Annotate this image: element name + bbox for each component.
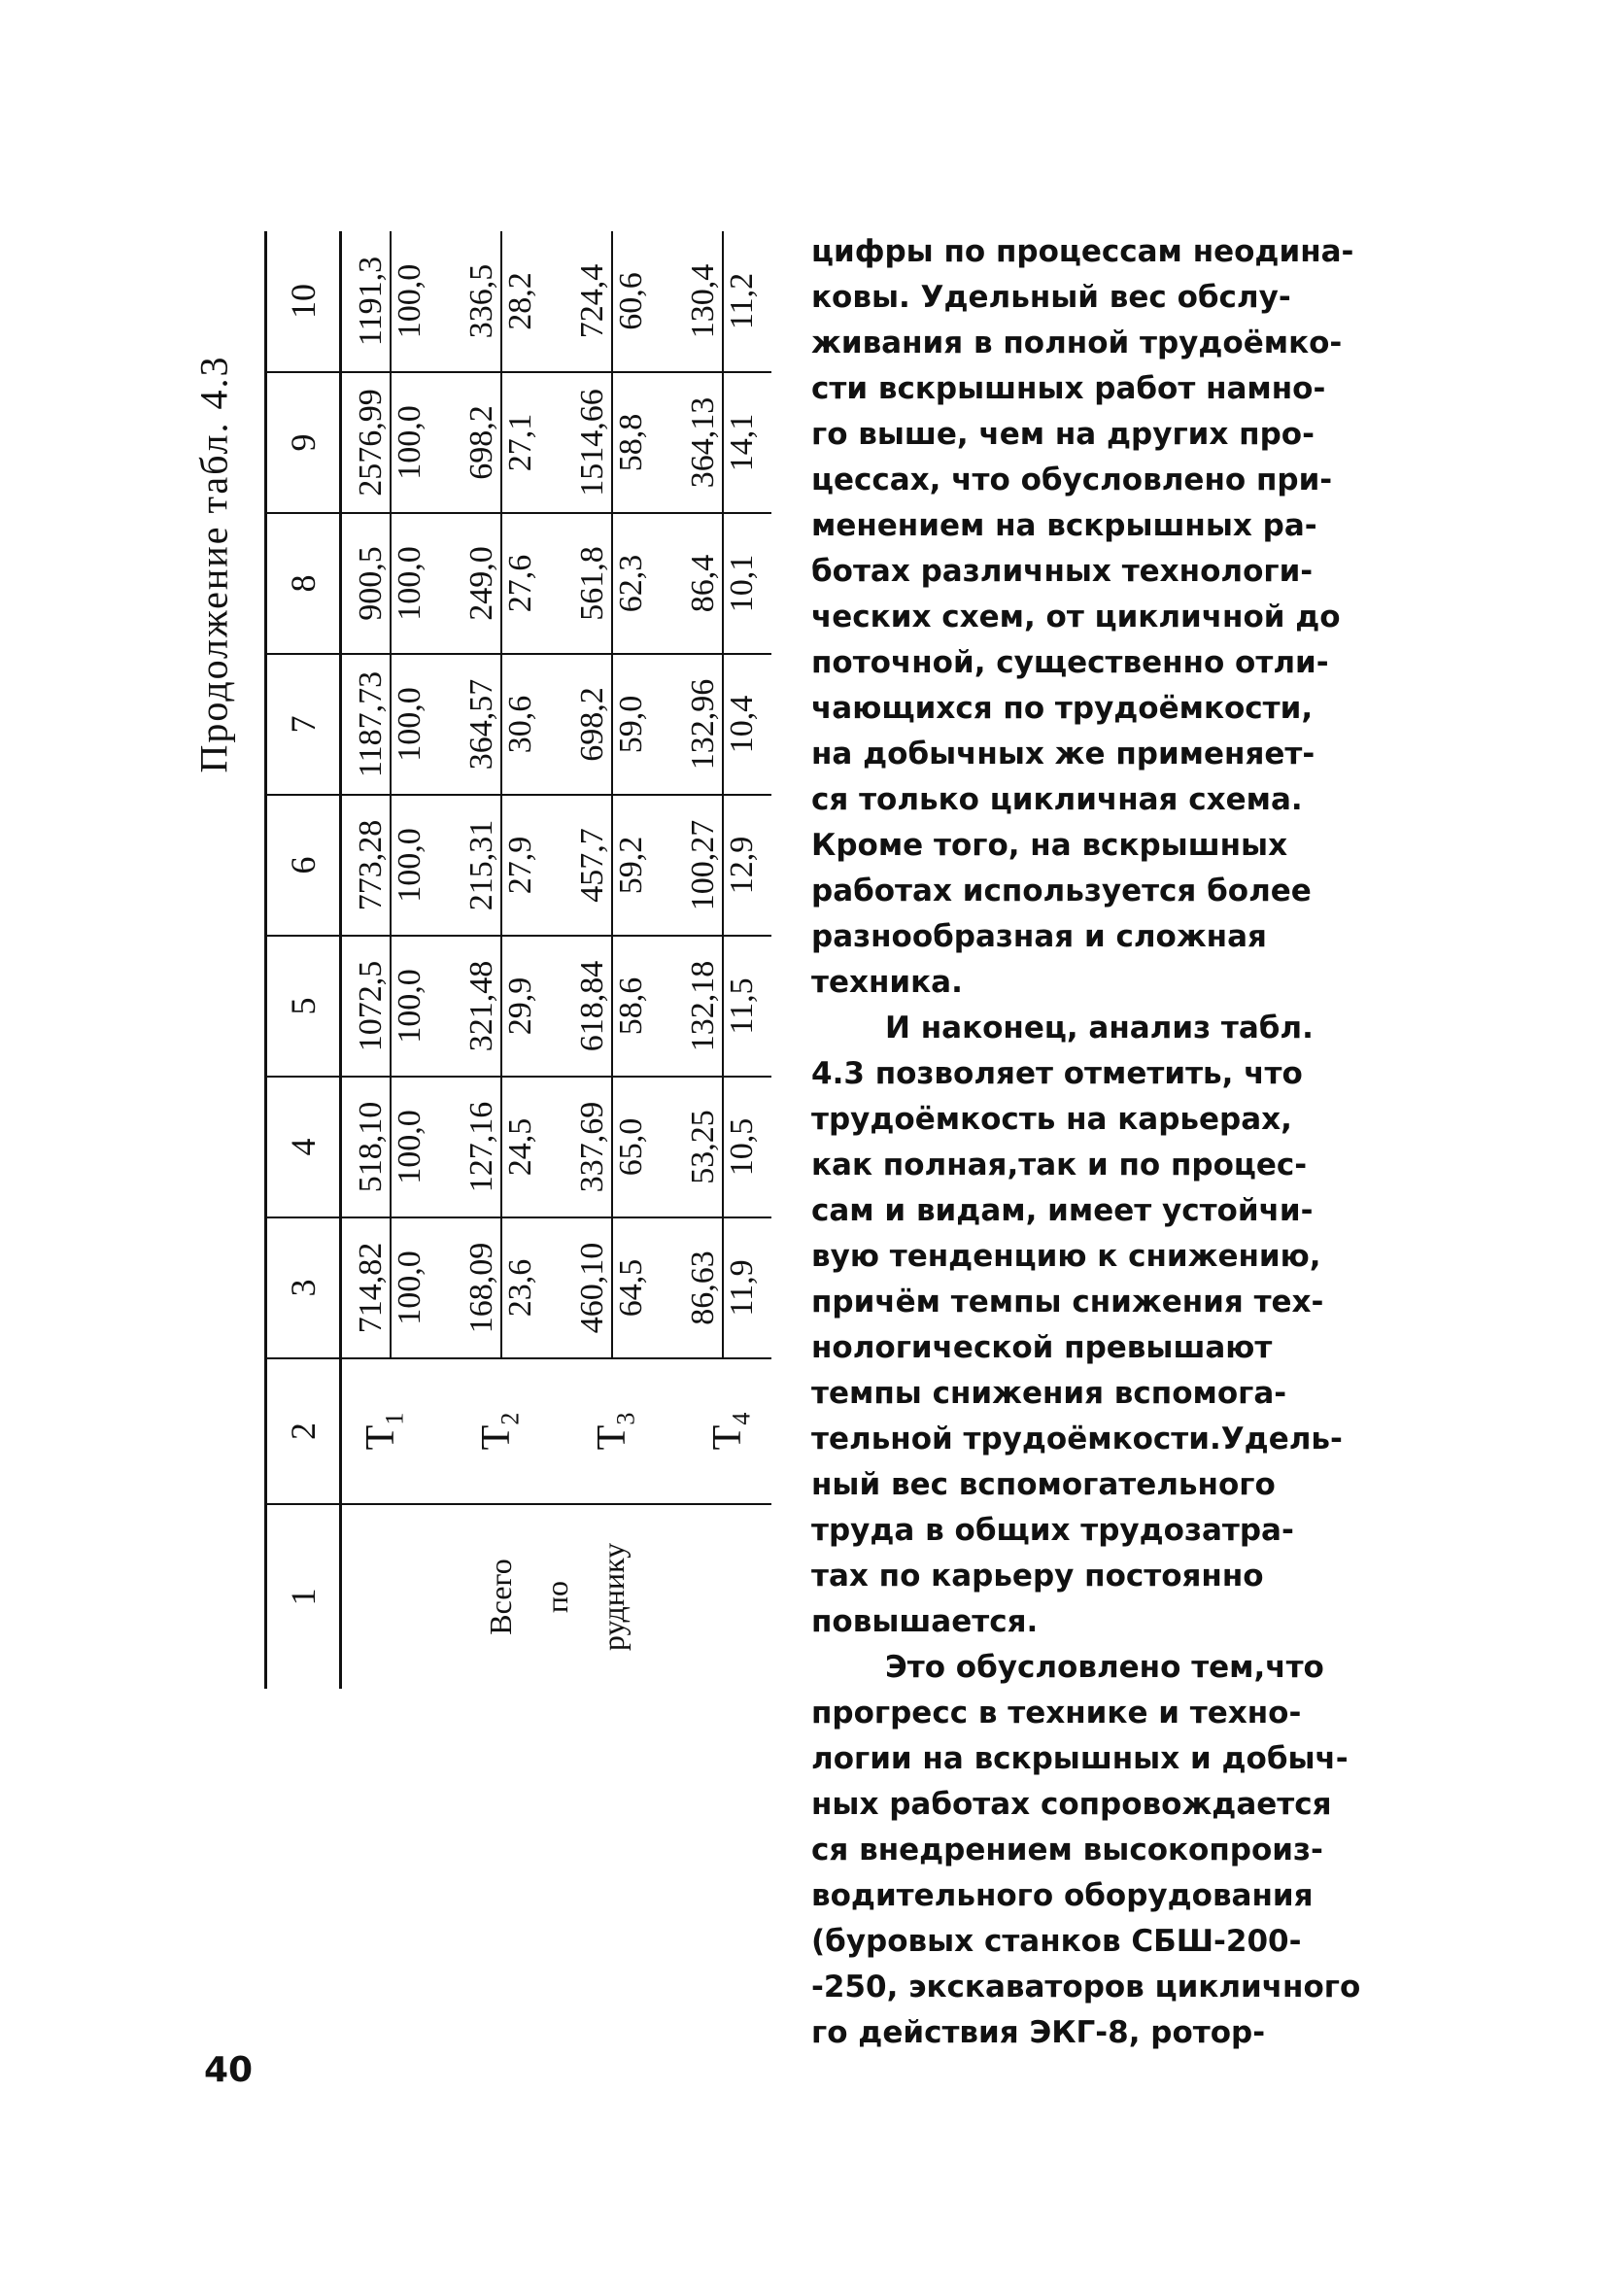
column-header: 2 bbox=[266, 1358, 341, 1504]
text-line: цессах, что обусловлено при- bbox=[811, 463, 1333, 497]
fraction-denominator: 11,9 bbox=[724, 1259, 760, 1317]
data-cell-column bbox=[341, 513, 772, 654]
text-line: менением на вскрышных ра- bbox=[811, 508, 1317, 543]
text-line: водительного оборудования bbox=[811, 1878, 1314, 1913]
fraction-numerator: 100,27 bbox=[685, 796, 724, 935]
text-line: как полная,так и по процес- bbox=[811, 1148, 1308, 1182]
fraction-denominator: 10,5 bbox=[724, 1117, 760, 1177]
data-cell-column bbox=[341, 936, 772, 1077]
text-line: нологической превышают bbox=[811, 1330, 1273, 1365]
fraction-numerator: 130,4 bbox=[685, 231, 724, 371]
text-line: чающихся по трудоёмкости, bbox=[811, 691, 1314, 726]
fraction-numerator: 724,4 bbox=[574, 231, 613, 371]
fraction-denominator: 100,0 bbox=[392, 969, 427, 1044]
text-line: логии на вскрышных и добыч- bbox=[811, 1741, 1349, 1776]
fraction-numerator: 460,10 bbox=[574, 1218, 613, 1357]
column-header: 8 bbox=[266, 513, 341, 654]
fraction-numerator: 773,28 bbox=[353, 796, 392, 935]
fraction-value bbox=[574, 655, 650, 794]
fraction-numerator: 698,2 bbox=[574, 655, 613, 794]
fraction-value bbox=[574, 514, 650, 653]
text-line: (буровых станков СБШ-200- bbox=[811, 1924, 1302, 1959]
fraction-value bbox=[685, 655, 761, 794]
fraction-denominator: 100,0 bbox=[392, 1110, 427, 1184]
column-header: 3 bbox=[266, 1217, 341, 1358]
fraction-value bbox=[685, 514, 761, 653]
fraction-numerator: 168,09 bbox=[463, 1218, 502, 1357]
column-header: 6 bbox=[266, 795, 341, 936]
fraction-value bbox=[685, 796, 761, 935]
fraction-value bbox=[463, 373, 539, 512]
fraction-numerator: 457,7 bbox=[574, 796, 613, 935]
fraction-denominator: 30,6 bbox=[502, 695, 538, 754]
fraction-denominator: 24,5 bbox=[502, 1117, 538, 1177]
text-line: ческих схем, от цикличной до bbox=[811, 600, 1341, 634]
fraction-numerator: 364,13 bbox=[685, 373, 724, 512]
text-line: -250, экскаваторов цикличного bbox=[811, 1970, 1361, 2005]
body-text bbox=[811, 229, 1433, 2056]
fraction-value bbox=[574, 937, 650, 1076]
fraction-value bbox=[463, 514, 539, 653]
fraction-numerator: 53,25 bbox=[685, 1078, 724, 1217]
fraction-numerator: 127,16 bbox=[463, 1078, 502, 1217]
text-line: живания в полной трудоёмко- bbox=[811, 326, 1343, 360]
text-line: И наконец, анализ табл. bbox=[885, 1011, 1314, 1045]
fraction-denominator: 10,1 bbox=[724, 554, 760, 613]
fraction-denominator: 100,0 bbox=[392, 546, 427, 621]
fraction-value bbox=[574, 1078, 650, 1217]
column-header: 7 bbox=[266, 654, 341, 795]
table-row bbox=[341, 231, 772, 1689]
fraction-denominator: 59,2 bbox=[613, 836, 649, 895]
text-line: поточной, существенно отли- bbox=[811, 645, 1329, 680]
fraction-numerator: 2576,99 bbox=[353, 373, 392, 512]
rotated-table bbox=[264, 231, 769, 1689]
text-line: Кроме того, на вскрышных bbox=[811, 828, 1288, 863]
fraction-value bbox=[463, 231, 539, 371]
fraction-denominator: 58,6 bbox=[613, 977, 649, 1036]
text-line: ся только цикличная схема. bbox=[811, 782, 1303, 817]
text-line: тах по карьеру постоянно bbox=[811, 1559, 1264, 1593]
fraction-denominator: 59,0 bbox=[613, 695, 649, 754]
fraction-value bbox=[574, 1218, 650, 1357]
text-line: сти вскрышных работ намно- bbox=[811, 371, 1326, 406]
fraction-numerator: 900,5 bbox=[353, 514, 392, 653]
row-label-line: руднику bbox=[596, 1542, 631, 1652]
data-cell-column bbox=[341, 795, 772, 936]
fraction-value bbox=[353, 231, 428, 371]
symbol-cell bbox=[341, 1358, 772, 1504]
fraction-denominator: 100,0 bbox=[392, 263, 427, 339]
fraction-denominator: 23,6 bbox=[502, 1258, 538, 1318]
fraction-numerator: 336,5 bbox=[463, 231, 502, 371]
fraction-denominator: 60,6 bbox=[613, 272, 649, 330]
fraction-denominator: 29,9 bbox=[502, 977, 538, 1036]
data-cell-column bbox=[341, 1077, 772, 1217]
fraction-numerator: 698,2 bbox=[463, 373, 502, 512]
row-symbol: $Т_2$ bbox=[473, 1412, 525, 1451]
row-label-line: Всего bbox=[483, 1559, 518, 1635]
fraction-denominator: 65,0 bbox=[613, 1117, 649, 1177]
fraction-numerator: 1072,5 bbox=[353, 937, 392, 1076]
fraction-numerator: 249,0 bbox=[463, 514, 502, 653]
page-number: 40 bbox=[204, 2050, 254, 2090]
fraction-denominator: 100,0 bbox=[392, 828, 427, 903]
text-line: повышается. bbox=[811, 1604, 1039, 1639]
fraction-value bbox=[353, 937, 428, 1076]
fraction-numerator: 215,31 bbox=[463, 796, 502, 935]
fraction-value bbox=[353, 514, 428, 653]
text-line: сам и видам, имеет устойчи- bbox=[811, 1193, 1314, 1228]
fraction-denominator: 27,6 bbox=[502, 554, 538, 613]
fraction-denominator: 62,3 bbox=[613, 554, 649, 613]
fraction-denominator: 100,0 bbox=[392, 405, 427, 480]
data-cell-column bbox=[341, 372, 772, 513]
text-line: техника. bbox=[811, 965, 963, 1000]
fraction-numerator: 337,69 bbox=[574, 1078, 613, 1217]
fraction-numerator: 132,18 bbox=[685, 937, 724, 1076]
text-line: цифры по процессам неодина- bbox=[811, 234, 1354, 269]
fraction-numerator: 618,84 bbox=[574, 937, 613, 1076]
fraction-numerator: 364,57 bbox=[463, 655, 502, 794]
fraction-denominator: 64,5 bbox=[613, 1258, 649, 1318]
fraction-value bbox=[685, 1078, 761, 1217]
fraction-value bbox=[685, 231, 761, 371]
text-line: трудоёмкость на карьерах, bbox=[811, 1102, 1292, 1137]
fraction-value bbox=[353, 1078, 428, 1217]
fraction-denominator: 100,0 bbox=[392, 687, 427, 762]
text-line: ботах различных технологи- bbox=[811, 554, 1314, 589]
data-cell-column bbox=[341, 1217, 772, 1358]
table-header-row bbox=[266, 231, 341, 1689]
fraction-value bbox=[353, 373, 428, 512]
column-header: 5 bbox=[266, 936, 341, 1077]
text-line: причём темпы снижения тех- bbox=[811, 1285, 1324, 1319]
fraction-denominator: 10,4 bbox=[724, 695, 760, 754]
fraction-numerator: 714,82 bbox=[353, 1218, 392, 1357]
text-line: труда в общих трудозатра- bbox=[811, 1513, 1294, 1548]
data-cell-column bbox=[341, 654, 772, 795]
text-line: ся внедрением высокопроиз- bbox=[811, 1833, 1323, 1868]
fraction-denominator: 100,0 bbox=[392, 1251, 427, 1325]
fraction-value bbox=[574, 796, 650, 935]
fraction-value bbox=[463, 796, 539, 935]
fraction-value bbox=[685, 937, 761, 1076]
text-line: тельной трудоёмкости.Удель- bbox=[811, 1422, 1343, 1456]
column-header: 1 bbox=[266, 1504, 341, 1689]
fraction-value bbox=[353, 655, 428, 794]
text-line: вую тенденцию к снижению, bbox=[811, 1239, 1321, 1274]
fraction-denominator: 12,9 bbox=[724, 836, 760, 895]
text-line: ковы. Удельный вес обслу- bbox=[811, 280, 1291, 315]
fraction-value bbox=[463, 655, 539, 794]
fraction-numerator: 1514,66 bbox=[574, 373, 613, 512]
row-label-line: по bbox=[539, 1580, 574, 1614]
fraction-value bbox=[574, 231, 650, 371]
text-line: работах используется более bbox=[811, 874, 1312, 908]
row-label-cell bbox=[341, 1504, 772, 1689]
data-cell-column bbox=[341, 231, 772, 372]
fraction-value bbox=[353, 796, 428, 935]
text-line: темпы снижения вспомога- bbox=[811, 1376, 1287, 1411]
fraction-denominator: 11,2 bbox=[724, 272, 760, 330]
text-line: 4.3 позволяет отметить, что bbox=[811, 1056, 1303, 1091]
column-header: 9 bbox=[266, 372, 341, 513]
text-line: на добычных же применяет- bbox=[811, 737, 1316, 771]
column-header: 10 bbox=[266, 231, 341, 372]
fraction-value bbox=[685, 373, 761, 512]
fraction-value bbox=[463, 1218, 539, 1357]
fraction-numerator: 321,48 bbox=[463, 937, 502, 1076]
text-line: разнообразная и сложная bbox=[811, 919, 1267, 954]
fraction-numerator: 561,8 bbox=[574, 514, 613, 653]
fraction-denominator: 14,1 bbox=[724, 413, 760, 472]
fraction-denominator: 58,8 bbox=[613, 413, 649, 472]
fraction-numerator: 86,63 bbox=[685, 1218, 724, 1357]
text-line: го действия ЭКГ-8, ротор- bbox=[811, 2015, 1266, 2050]
text-line: Это обусловлено тем,что bbox=[885, 1650, 1324, 1685]
table-caption: Продолжение табл. 4.3 bbox=[191, 355, 236, 772]
text-line: го выше, чем на других про- bbox=[811, 417, 1315, 452]
fraction-value bbox=[463, 1078, 539, 1217]
row-symbol: $Т_4$ bbox=[704, 1412, 755, 1451]
row-symbol: $Т_1$ bbox=[359, 1412, 409, 1451]
row-symbol: $Т_3$ bbox=[589, 1412, 640, 1451]
fraction-value bbox=[574, 373, 650, 512]
fraction-denominator: 27,1 bbox=[502, 413, 538, 472]
fraction-denominator: 11,5 bbox=[724, 977, 760, 1035]
text-line: ных работах сопровождается bbox=[811, 1787, 1332, 1822]
fraction-numerator: 132,96 bbox=[685, 655, 724, 794]
fraction-numerator: 518,10 bbox=[353, 1078, 392, 1217]
fraction-value bbox=[353, 1218, 428, 1357]
fraction-numerator: 1191,3 bbox=[353, 231, 392, 371]
text-line: ный вес вспомогательного bbox=[811, 1467, 1276, 1502]
fraction-value bbox=[463, 937, 539, 1076]
fraction-denominator: 28,2 bbox=[502, 272, 538, 330]
fraction-denominator: 27,9 bbox=[502, 836, 538, 895]
column-header: 4 bbox=[266, 1077, 341, 1217]
fraction-value bbox=[685, 1218, 761, 1357]
text-line: прогресс в технике и техно- bbox=[811, 1696, 1302, 1731]
fraction-numerator: 86,4 bbox=[685, 514, 724, 653]
fraction-numerator: 1187,73 bbox=[353, 655, 392, 794]
